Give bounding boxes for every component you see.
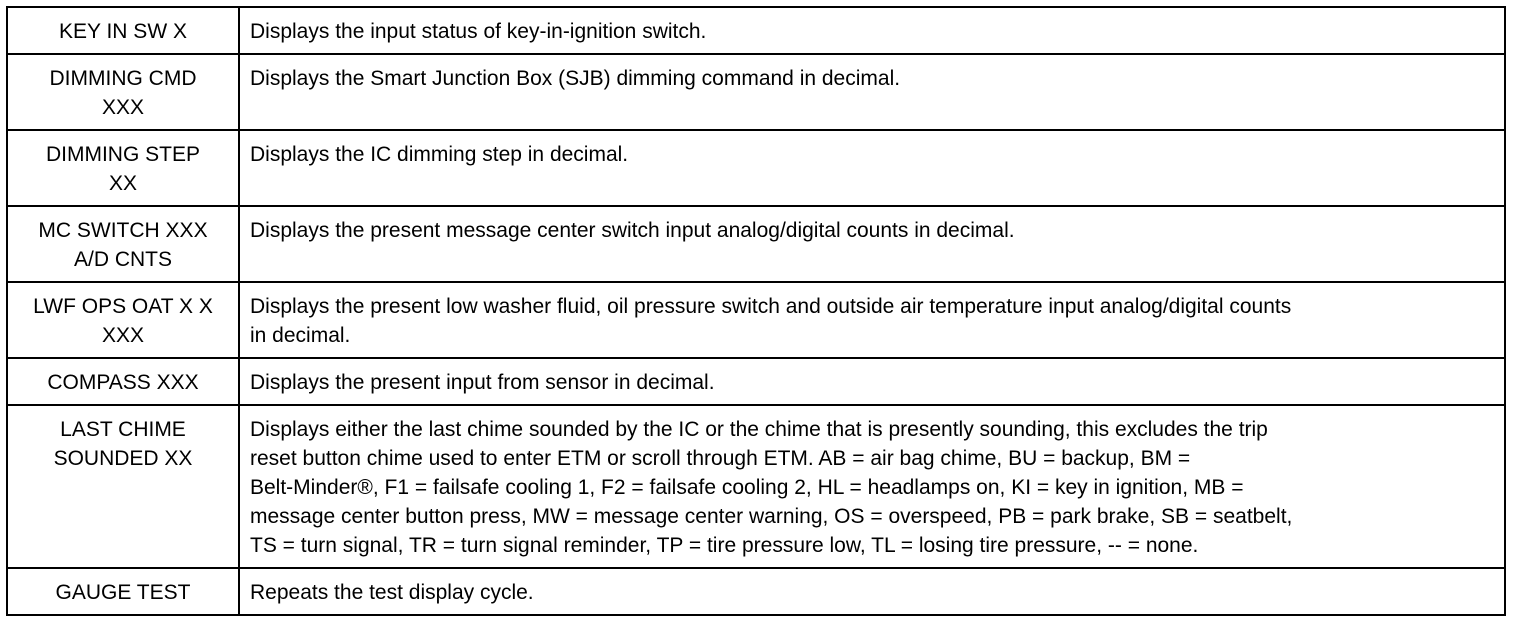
- table-row: [7, 358, 1505, 405]
- description-cell: [239, 54, 1505, 130]
- description-cell: [239, 206, 1505, 282]
- description-text: Belt-Minder®, F1 = failsafe cooling 1, F2 = failsafe cooling 2, HL = headlamps on, KI = key in ignition, MB =: [250, 476, 1244, 499]
- description-text: TS = turn signal, TR = turn signal reminder, TP = tire pressure low, TL = losing tire pressure, -- = none.: [250, 534, 1199, 557]
- parameter-cell: [7, 7, 239, 54]
- parameter-text: XXX: [101, 324, 145, 347]
- table-row: [7, 130, 1505, 206]
- parameter-cell: [7, 282, 239, 358]
- parameter-text: COMPASS XXX: [47, 371, 199, 394]
- parameter-cell: [7, 405, 239, 568]
- parameter-cell: [7, 568, 239, 615]
- description-text: reset button chime used to enter ETM or scroll through ETM. AB = air bag chime, BU = backup, BM =: [250, 447, 1191, 470]
- etm-parameter-table: [6, 6, 1506, 616]
- parameter-text: MC SWITCH XXX: [38, 219, 208, 242]
- parameter-text: XXX: [101, 96, 145, 119]
- description-text: Displays the present low washer fluid, oil pressure switch and outside air temperature input analog/digital counts: [250, 295, 1292, 318]
- description-cell: [239, 358, 1505, 405]
- description-text: Displays the present input from sensor in decimal.: [250, 371, 715, 394]
- parameter-text: DIMMING CMD: [49, 67, 197, 90]
- parameter-text: LWF OPS OAT X X: [33, 295, 213, 318]
- description-text: Repeats the test display cycle.: [250, 581, 534, 604]
- parameter-cell: [7, 54, 239, 130]
- description-text: Displays the Smart Junction Box (SJB) dimming command in decimal.: [250, 67, 901, 90]
- table-row: [7, 405, 1505, 568]
- parameter-text: XX: [108, 172, 137, 195]
- description-text: Displays the present message center switch input analog/digital counts in decimal.: [250, 219, 1015, 242]
- table-row: [7, 206, 1505, 282]
- description-text: Displays the IC dimming step in decimal.: [250, 143, 629, 166]
- parameter-text: GAUGE TEST: [55, 581, 191, 604]
- parameter-text: DIMMING STEP: [45, 143, 200, 166]
- description-cell: [239, 405, 1505, 568]
- parameter-cell: [7, 206, 239, 282]
- description-text: Displays either the last chime sounded by the IC or the chime that is presently sounding, this excludes the trip: [250, 418, 1268, 441]
- description-text: message center button press, MW = message center warning, OS = overspeed, PB = park brake, SB = seatbelt,: [250, 505, 1293, 528]
- table-row: [7, 7, 1505, 54]
- parameter-text: SOUNDED XX: [53, 447, 193, 470]
- description-cell: [239, 130, 1505, 206]
- parameter-cell: [7, 358, 239, 405]
- description-cell: [239, 7, 1505, 54]
- table-row: [7, 54, 1505, 130]
- table-row: [7, 282, 1505, 358]
- table-row: [7, 568, 1505, 615]
- parameter-text: KEY IN SW X: [59, 20, 187, 43]
- parameter-cell: [7, 130, 239, 206]
- parameter-text: LAST CHIME: [60, 418, 186, 441]
- description-cell: [239, 282, 1505, 358]
- description-text: Displays the input status of key-in-ignition switch.: [250, 20, 707, 43]
- parameter-text: A/D CNTS: [73, 248, 172, 271]
- parameter-description-table: [6, 6, 1506, 616]
- description-cell: [239, 568, 1505, 615]
- table-body: [7, 7, 1505, 615]
- description-text: in decimal.: [250, 324, 351, 347]
